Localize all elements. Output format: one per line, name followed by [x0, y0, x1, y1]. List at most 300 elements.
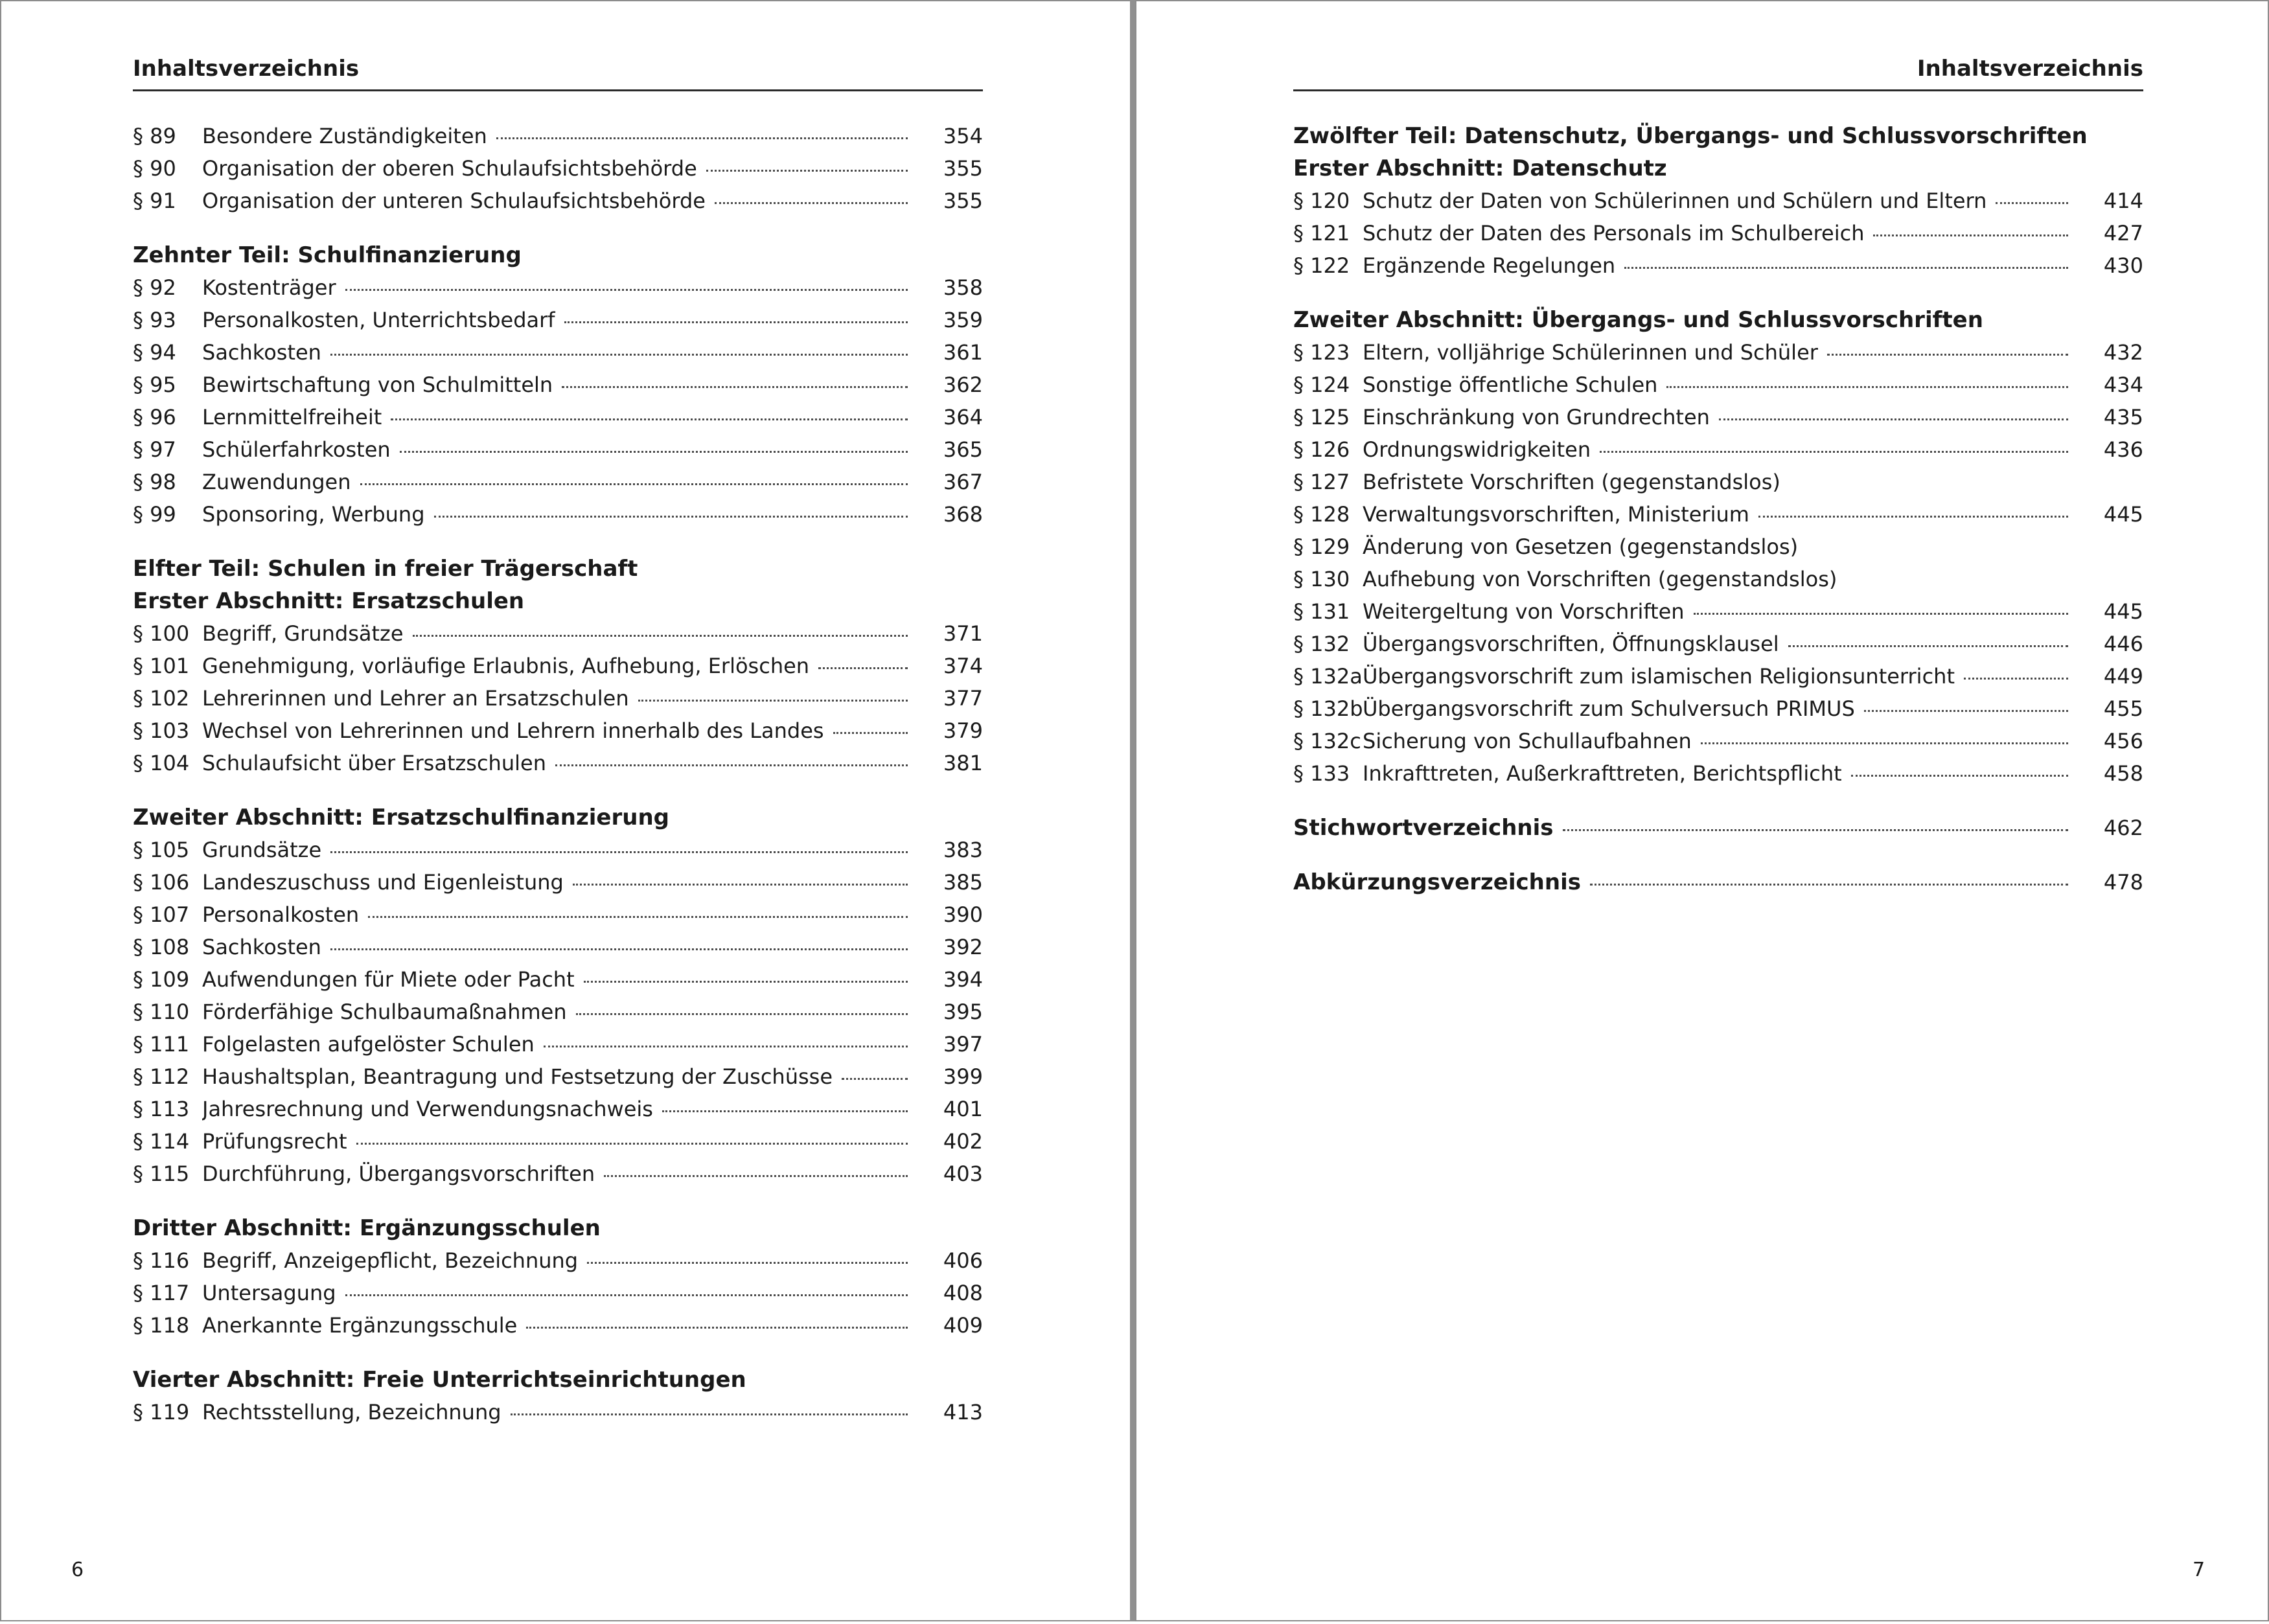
paragraph-number: § 111: [133, 1032, 190, 1057]
toc-entry: [1293, 185, 2143, 217]
right-major-entries: [1293, 812, 2143, 898]
entry-title-wrap: [202, 152, 917, 185]
toc-entry: [133, 715, 983, 747]
paragraph-number: § 117: [133, 1281, 190, 1305]
entry-page-number: 371: [943, 621, 983, 646]
toc-section: [133, 1212, 983, 1342]
entry-page-number: 435: [2103, 405, 2143, 429]
entry-page-number: 409: [943, 1313, 983, 1338]
entry-title: Untersagung: [202, 1281, 336, 1305]
paragraph-number: § 107: [133, 902, 190, 927]
right-page-number: 7: [2193, 1559, 2206, 1581]
entry-title-wrap: [1363, 595, 2077, 628]
entry-title: Personalkosten, Unterrichtsbedarf: [202, 308, 555, 332]
entry-page-number: 368: [943, 502, 983, 527]
entry-title-wrap: [202, 898, 917, 931]
paragraph-number: § 92: [133, 275, 176, 300]
toc-entry: [133, 120, 983, 152]
entry-page-number: 381: [943, 751, 983, 775]
left-page-header: Inhaltsverzeichnis: [133, 53, 983, 91]
dot-leader: [330, 850, 908, 853]
left-page-content: [133, 53, 983, 1450]
toc-entry: [133, 747, 983, 779]
entry-page-number: 365: [943, 437, 983, 462]
entry-title-wrap: [202, 185, 917, 217]
entry-title-wrap: [202, 834, 917, 866]
toc-entry: [133, 369, 983, 401]
dot-leader: [1590, 882, 2068, 886]
entry-title-wrap: [1363, 217, 2077, 249]
entry-title: Sachkosten: [202, 935, 321, 959]
paragraph-number: § 89: [133, 124, 176, 148]
entry-page-number: 399: [943, 1064, 983, 1089]
entry-title: Sonstige öffentliche Schulen: [1363, 372, 1658, 397]
right-page-content: [1293, 53, 2143, 921]
dot-leader: [564, 320, 908, 323]
entry-title: Sponsoring, Werbung: [202, 502, 425, 527]
toc-entry: [133, 931, 983, 963]
entry-title-wrap: [202, 715, 917, 747]
paragraph-number: § 96: [133, 405, 176, 429]
entry-page-number: 397: [943, 1032, 983, 1057]
major-entry-title: Stichwortverzeichnis: [1293, 815, 1554, 841]
entry-title-wrap: [1363, 531, 2077, 563]
entry-title: Übergangsvorschriften, Öffnungsklausel: [1363, 632, 1779, 656]
paragraph-number: § 133: [1293, 761, 1350, 786]
paragraph-number: § 113: [133, 1097, 190, 1121]
toc-entry: [133, 304, 983, 336]
paragraph-number: § 116: [133, 1248, 190, 1273]
paragraph-number: § 100: [133, 621, 190, 646]
dot-leader: [1563, 828, 2069, 831]
toc-entry: [1293, 217, 2143, 249]
entry-title: Inkrafttreten, Außerkrafttreten, Berichtspflicht: [1363, 761, 1842, 786]
entry-title: Durchführung, Übergangsvorschriften: [202, 1161, 595, 1186]
paragraph-number: § 101: [133, 654, 190, 678]
toc-entry: [133, 682, 983, 715]
entry-title-wrap: [202, 498, 917, 531]
entry-title: Schulaufsicht über Ersatzschulen: [202, 751, 546, 775]
entry-title-wrap: [202, 963, 917, 996]
paragraph-number: § 132: [1293, 632, 1350, 656]
entry-title-wrap: [202, 120, 917, 152]
entry-title-wrap: [202, 1093, 917, 1125]
entry-title: Sachkosten: [202, 340, 321, 365]
entry-title: Prüfungsrecht: [202, 1129, 347, 1154]
paragraph-number: § 132c: [1293, 729, 1361, 753]
dot-leader: [584, 979, 908, 983]
toc-entry: [133, 1093, 983, 1125]
toc-entry: [133, 1125, 983, 1158]
entry-title: Übergangsvorschrift zum Schulversuch PRIMUS: [1363, 696, 1855, 721]
toc-entry: [133, 152, 983, 185]
paragraph-number: § 127: [1293, 470, 1350, 494]
entry-title: Organisation der unteren Schulaufsichtsbehörde: [202, 189, 706, 213]
entry-page-number: 379: [943, 718, 983, 743]
toc-entry: [1293, 563, 2143, 595]
toc-entry: [133, 898, 983, 931]
toc-entry: [133, 866, 983, 898]
toc-section: [133, 1364, 983, 1428]
toc-entry: [1293, 628, 2143, 660]
entry-title: Lernmittelfreiheit: [202, 405, 382, 429]
toc-entry: [133, 466, 983, 498]
entry-page-number: 362: [943, 372, 983, 397]
entry-title: Förderfähige Schulbaumaßnahmen: [202, 1000, 567, 1024]
entry-title: Befristete Vorschriften (gegenstandslos): [1363, 470, 1780, 494]
dot-leader: [587, 1261, 908, 1264]
dot-leader: [511, 1412, 908, 1415]
entry-title: Sicherung von Schullaufbahnen: [1363, 729, 1692, 753]
entry-title-wrap: [202, 1125, 917, 1158]
toc-section: [1293, 304, 2143, 790]
dot-leader: [842, 1077, 908, 1080]
toc-entry: [133, 498, 983, 531]
entry-page-number: 361: [943, 340, 983, 365]
dot-leader: [818, 666, 908, 669]
entry-title-wrap: [202, 1028, 917, 1060]
entry-page-number: 385: [943, 870, 983, 895]
entry-title: Personalkosten: [202, 902, 360, 927]
dot-leader: [360, 482, 908, 485]
toc-entry: [133, 963, 983, 996]
toc-entry: [133, 834, 983, 866]
toc-entry: [133, 336, 983, 369]
dot-leader: [330, 352, 908, 356]
major-entry: [1293, 812, 2143, 844]
paragraph-number: § 132b: [1293, 696, 1363, 721]
entry-page-number: 413: [943, 1400, 983, 1424]
entry-title-wrap: [1363, 401, 2077, 433]
entry-title: Aufwendungen für Miete oder Pacht: [202, 967, 575, 992]
entry-page-number: 359: [943, 308, 983, 332]
toc-entry: [1293, 692, 2143, 725]
dot-leader: [715, 201, 908, 204]
entry-title: Schutz der Daten des Personals im Schulbereich: [1363, 221, 1865, 246]
toc-entry: [133, 1277, 983, 1309]
toc-section: [133, 239, 983, 531]
entry-page-number: 456: [2103, 729, 2143, 753]
entry-title-wrap: [1363, 692, 2077, 725]
entry-title-wrap: [1363, 433, 2077, 466]
dot-leader: [1788, 644, 2068, 647]
entry-page-number: 408: [943, 1281, 983, 1305]
paragraph-number: § 132a: [1293, 664, 1363, 689]
entry-title-wrap: [202, 466, 917, 498]
paragraph-number: § 106: [133, 870, 190, 895]
entry-page-number: 406: [943, 1248, 983, 1273]
dot-leader: [1758, 514, 2068, 518]
dot-leader: [1964, 676, 2068, 680]
dot-leader: [706, 168, 908, 172]
entry-title-wrap: [202, 336, 917, 369]
entry-title-wrap: [1363, 563, 2077, 595]
major-entry-title-wrap: [1293, 812, 2077, 844]
entry-title-wrap: [202, 1309, 917, 1342]
toc-section: [1293, 120, 2143, 282]
paragraph-number: § 112: [133, 1064, 190, 1089]
dot-leader: [573, 882, 908, 886]
dot-leader: [1666, 385, 2068, 388]
dot-leader: [1624, 266, 2068, 269]
section-heading: Zehnter Teil: Schulfinanzierung: [133, 242, 522, 268]
entry-title: Rechtsstellung, Bezeichnung: [202, 1400, 501, 1424]
right-page: [1135, 0, 2269, 1621]
entry-page-number: 394: [943, 967, 983, 992]
entry-title-wrap: [202, 271, 917, 304]
entry-title-wrap: [202, 1396, 917, 1428]
entry-title: Organisation der oberen Schulaufsichtsbehörde: [202, 156, 697, 181]
toc-entry: [133, 433, 983, 466]
toc-section: [133, 120, 983, 217]
section-heading: Vierter Abschnitt: Freie Unterrichtseinrichtungen: [133, 1367, 746, 1393]
section-heading: Zweiter Abschnitt: Übergangs- und Schlussvorschriften: [1293, 307, 1983, 333]
paragraph-number: § 122: [1293, 253, 1350, 278]
paragraph-number: § 105: [133, 838, 190, 862]
paragraph-number: § 115: [133, 1161, 190, 1186]
dot-leader: [1873, 233, 2068, 236]
entry-title: Eltern, volljährige Schülerinnen und Schüler: [1363, 340, 1818, 365]
toc-entry: [133, 996, 983, 1028]
entry-title: Übergangsvorschrift zum islamischen Religionsunterricht: [1363, 664, 1955, 689]
entry-page-number: 401: [943, 1097, 983, 1121]
entry-page-number: 430: [2103, 253, 2143, 278]
entry-page-number: 458: [2103, 761, 2143, 786]
paragraph-number: § 109: [133, 967, 190, 992]
toc-entry: [1293, 336, 2143, 369]
dot-leader: [1827, 352, 2068, 356]
entry-title-wrap: [1363, 466, 2077, 498]
dot-leader: [662, 1109, 908, 1112]
entry-page-number: 446: [2103, 632, 2143, 656]
toc-entry: [1293, 433, 2143, 466]
entry-title: Landeszuschuss und Eigenleistung: [202, 870, 564, 895]
toc-entry: [1293, 595, 2143, 628]
dot-leader: [833, 731, 908, 734]
entry-page-number: 355: [943, 189, 983, 213]
dot-leader: [1694, 612, 2068, 615]
entry-title-wrap: [202, 866, 917, 898]
entry-title-wrap: [202, 433, 917, 466]
entry-page-number: 434: [2103, 372, 2143, 397]
entry-title-wrap: [202, 617, 917, 650]
dot-leader: [368, 915, 908, 918]
dot-leader: [434, 514, 908, 518]
paragraph-number: § 124: [1293, 372, 1350, 397]
paragraph-number: § 110: [133, 1000, 190, 1024]
entry-title-wrap: [1363, 336, 2077, 369]
entry-title-wrap: [202, 369, 917, 401]
toc-entry: [1293, 660, 2143, 692]
entry-page-number: 354: [943, 124, 983, 148]
dot-leader: [576, 1012, 908, 1015]
section-heading: Zwölfter Teil: Datenschutz, Übergangs- und Schlussvorschriften: [1293, 123, 2088, 149]
toc-entry: [1293, 757, 2143, 790]
entry-title: Folgelasten aufgelöster Schulen: [202, 1032, 535, 1057]
paragraph-number: § 126: [1293, 437, 1350, 462]
entry-title: Haushaltsplan, Beantragung und Festsetzung der Zuschüsse: [202, 1064, 833, 1089]
dot-leader: [496, 136, 908, 139]
paragraph-number: § 108: [133, 935, 190, 959]
section-subheading: Erster Abschnitt: Datenschutz: [1293, 155, 1667, 181]
left-page-number: 6: [71, 1559, 84, 1581]
entry-title: Schülerfahrkosten: [202, 437, 391, 462]
paragraph-number: § 123: [1293, 340, 1350, 365]
dot-leader: [604, 1174, 908, 1177]
dot-leader: [1719, 417, 2068, 420]
entry-page-number: 395: [943, 1000, 983, 1024]
entry-page-number: 358: [943, 275, 983, 300]
entry-title: Anerkannte Ergänzungsschule: [202, 1313, 518, 1338]
section-subheading: Erster Abschnitt: Ersatzschulen: [133, 588, 525, 614]
entry-page-number: 403: [943, 1161, 983, 1186]
entry-title: Wechsel von Lehrerinnen und Lehrern innerhalb des Landes: [202, 718, 824, 743]
toc-entry: [133, 617, 983, 650]
paragraph-number: § 103: [133, 718, 190, 743]
toc-entry: [133, 650, 983, 682]
toc-entry: [133, 1396, 983, 1428]
entry-title-wrap: [202, 650, 917, 682]
dot-leader: [345, 288, 908, 291]
entry-title: Grundsätze: [202, 838, 322, 862]
entry-title: Aufhebung von Vorschriften (gegenstandslos): [1363, 567, 1837, 591]
toc-entry: [1293, 369, 2143, 401]
section-heading: Zweiter Abschnitt: Ersatzschulfinanzierung: [133, 805, 669, 830]
toc-entry: [1293, 466, 2143, 498]
major-entry-page-number: 462: [2103, 816, 2143, 840]
paragraph-number: § 90: [133, 156, 176, 181]
paragraph-number: § 121: [1293, 221, 1350, 246]
dot-leader: [356, 1141, 908, 1145]
entry-page-number: 402: [943, 1129, 983, 1154]
entry-page-number: 436: [2103, 437, 2143, 462]
entry-title: Änderung von Gesetzen (gegenstandslos): [1363, 534, 1799, 559]
paragraph-number: § 102: [133, 686, 190, 711]
toc-entry: [133, 401, 983, 433]
dot-leader: [1864, 709, 2068, 712]
dot-leader: [555, 763, 908, 766]
dot-leader: [413, 634, 908, 637]
entry-page-number: 445: [2103, 502, 2143, 527]
paragraph-number: § 95: [133, 372, 176, 397]
paragraph-number: § 125: [1293, 405, 1350, 429]
dot-leader: [1996, 201, 2068, 204]
entry-title: Weitergeltung von Vorschriften: [1363, 599, 1685, 624]
entry-title: Ergänzende Regelungen: [1363, 253, 1616, 278]
entry-page-number: 374: [943, 654, 983, 678]
paragraph-number: § 118: [133, 1313, 190, 1338]
dot-leader: [391, 417, 908, 420]
dot-leader: [345, 1293, 908, 1296]
entry-title-wrap: [202, 1060, 917, 1093]
entry-page-number: 367: [943, 470, 983, 494]
major-entry-title-wrap: [1293, 866, 2077, 898]
entry-title: Verwaltungsvorschriften, Ministerium: [1363, 502, 1749, 527]
paragraph-number: § 98: [133, 470, 176, 494]
toc-section: [133, 553, 983, 779]
entry-title-wrap: [202, 401, 917, 433]
entry-title-wrap: [202, 996, 917, 1028]
major-entry: [1293, 866, 2143, 898]
entry-title-wrap: [1363, 660, 2077, 692]
entry-title-wrap: [202, 682, 917, 715]
right-page-header: Inhaltsverzeichnis: [1293, 53, 2143, 91]
entry-title: Lehrerinnen und Lehrer an Ersatzschulen: [202, 686, 629, 711]
section-heading: Elfter Teil: Schulen in freier Trägerschaft: [133, 556, 638, 582]
toc-entry: [133, 271, 983, 304]
entry-page-number: 427: [2103, 221, 2143, 246]
right-toc-sections: [1293, 120, 2143, 790]
paragraph-number: § 99: [133, 502, 176, 527]
entry-title: Bewirtschaftung von Schulmitteln: [202, 372, 553, 397]
paragraph-number: § 131: [1293, 599, 1350, 624]
entry-title-wrap: [1363, 757, 2077, 790]
entry-title: Einschränkung von Grundrechten: [1363, 405, 1710, 429]
entry-page-number: 414: [2103, 189, 2143, 213]
toc-section: [133, 801, 983, 1190]
major-entry-title: Abkürzungsverzeichnis: [1293, 869, 1581, 895]
entry-page-number: 449: [2103, 664, 2143, 689]
toc-entry: [1293, 531, 2143, 563]
entry-page-number: 364: [943, 405, 983, 429]
entry-title: Besondere Zuständigkeiten: [202, 124, 487, 148]
entry-page-number: 383: [943, 838, 983, 862]
entry-title-wrap: [1363, 498, 2077, 531]
toc-entry: [133, 1244, 983, 1277]
paragraph-number: § 91: [133, 189, 176, 213]
entry-title-wrap: [202, 304, 917, 336]
entry-page-number: 445: [2103, 599, 2143, 624]
dot-leader: [1851, 773, 2068, 777]
paragraph-number: § 104: [133, 751, 190, 775]
entry-title-wrap: [202, 1244, 917, 1277]
entry-title-wrap: [202, 931, 917, 963]
toc-entry: [1293, 725, 2143, 757]
entry-title-wrap: [1363, 628, 2077, 660]
entry-page-number: 432: [2103, 340, 2143, 365]
toc-entry: [133, 1028, 983, 1060]
entry-title-wrap: [1363, 369, 2077, 401]
toc-entry: [1293, 401, 2143, 433]
entry-title-wrap: [1363, 725, 2077, 757]
paragraph-number: § 129: [1293, 534, 1350, 559]
entry-title-wrap: [1363, 185, 2077, 217]
entry-page-number: 377: [943, 686, 983, 711]
dot-leader: [638, 698, 908, 702]
toc-entry: [133, 1309, 983, 1342]
entry-title: Jahresrechnung und Verwendungsnachweis: [202, 1097, 653, 1121]
paragraph-number: § 93: [133, 308, 176, 332]
entry-page-number: 355: [943, 156, 983, 181]
toc-entry: [133, 185, 983, 217]
paragraph-number: § 120: [1293, 189, 1350, 213]
toc-entry: [133, 1158, 983, 1190]
entry-title: Zuwendungen: [202, 470, 351, 494]
major-entry-page-number: 478: [2103, 870, 2143, 895]
dot-leader: [1600, 450, 2068, 453]
dot-leader: [526, 1325, 908, 1329]
paragraph-number: § 94: [133, 340, 176, 365]
toc-entry: [133, 1060, 983, 1093]
entry-title: Kostenträger: [202, 275, 336, 300]
left-toc-sections: [133, 120, 983, 1428]
paragraph-number: § 128: [1293, 502, 1350, 527]
dot-leader: [330, 947, 908, 950]
paragraph-number: § 114: [133, 1129, 190, 1154]
entry-title-wrap: [202, 1277, 917, 1309]
entry-title: Genehmigung, vorläufige Erlaubnis, Aufhebung, Erlöschen: [202, 654, 810, 678]
left-page: [0, 0, 1135, 1621]
